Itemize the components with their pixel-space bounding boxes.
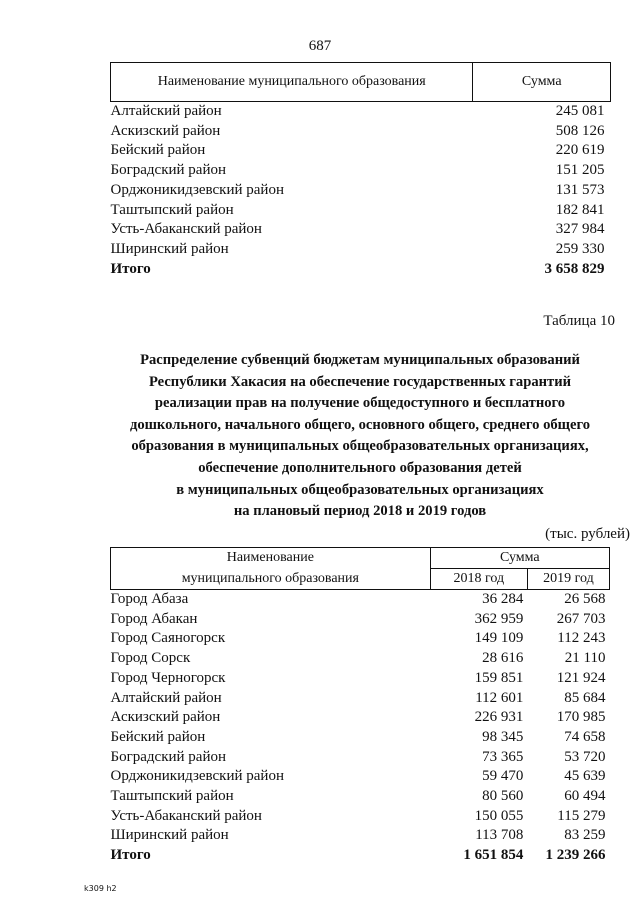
municipality-name: Город Сорск bbox=[110, 650, 191, 667]
municipality-name: Алтайский район bbox=[110, 689, 222, 706]
table-title bbox=[95, 350, 625, 523]
table-caption: Таблица 10 bbox=[543, 313, 615, 329]
column-header-name-line2: муниципального образования bbox=[111, 569, 431, 590]
value-2018: 362 959 bbox=[474, 610, 524, 627]
total-2019: 1 239 266 bbox=[545, 847, 606, 864]
table-row bbox=[111, 220, 611, 240]
value-2019: 83 259 bbox=[564, 827, 606, 844]
title-line: дошкольного, начального общего, основного общего, среднего общего bbox=[129, 416, 591, 433]
value-2019: 74 658 bbox=[564, 728, 606, 745]
title-line: Распределение субвенций бюджетам муниципальных образований bbox=[140, 352, 580, 368]
units-label: (тыс. рублей) bbox=[545, 526, 630, 542]
title-line: обеспечение дополнительного образования детей bbox=[198, 459, 522, 476]
value-2018: 80 560 bbox=[482, 788, 524, 805]
table-row bbox=[111, 102, 611, 122]
value-2019: 115 279 bbox=[557, 807, 606, 824]
amount-value: 151 205 bbox=[555, 162, 605, 179]
municipality-name: Аскизский район bbox=[110, 709, 221, 726]
value-2018: 113 708 bbox=[475, 827, 524, 844]
municipality-name: Боградский район bbox=[110, 162, 227, 179]
table-row bbox=[111, 669, 610, 689]
value-2019: 53 720 bbox=[564, 748, 606, 765]
value-2018: 112 601 bbox=[475, 689, 524, 706]
table-row bbox=[111, 141, 611, 161]
column-header-2019: 2019 год bbox=[527, 569, 609, 590]
municipality-name: Бейский район bbox=[110, 728, 206, 745]
table-row bbox=[111, 846, 610, 866]
table-row bbox=[111, 807, 610, 827]
column-header-amount: Сумма bbox=[430, 548, 609, 569]
amount-value: 508 126 bbox=[555, 122, 605, 139]
table-row bbox=[111, 122, 611, 142]
amount-value: 131 573 bbox=[555, 181, 605, 198]
table-row bbox=[111, 787, 610, 807]
value-2019: 60 494 bbox=[564, 788, 606, 805]
amount-value: 220 619 bbox=[555, 142, 605, 159]
table-row bbox=[111, 181, 611, 201]
column-header-2018: 2018 год bbox=[430, 569, 527, 590]
table-header-row bbox=[111, 548, 610, 569]
table-row bbox=[111, 629, 610, 649]
municipality-name: Бейский район bbox=[110, 142, 206, 159]
amount-value: 245 081 bbox=[555, 103, 605, 119]
municipality-name: Город Саяногорск bbox=[110, 630, 226, 647]
table-row bbox=[111, 689, 610, 709]
table-row bbox=[111, 826, 610, 846]
municipality-name: Город Черногорск bbox=[110, 669, 226, 686]
municipality-name: Боградский район bbox=[110, 748, 227, 765]
value-2018: 159 851 bbox=[474, 669, 524, 686]
table-header-row bbox=[111, 569, 610, 590]
total-label: Итого bbox=[110, 260, 151, 277]
title-line: реализации прав на получение общедоступного и бесплатного bbox=[154, 395, 566, 412]
municipality-name: Город Абаза bbox=[110, 591, 189, 607]
title-line: на плановый период 2018 и 2019 годов bbox=[233, 503, 487, 520]
municipality-name: Город Абакан bbox=[110, 610, 198, 627]
municipality-name: Аскизский район bbox=[110, 122, 221, 139]
municipality-name: Орджоникидзевский район bbox=[110, 181, 284, 198]
value-2018: 226 931 bbox=[474, 709, 524, 726]
value-2019: 45 639 bbox=[564, 768, 606, 785]
value-2018: 36 284 bbox=[482, 591, 524, 607]
value-2019: 267 703 bbox=[556, 610, 606, 627]
table-row bbox=[111, 590, 610, 610]
table-row bbox=[111, 260, 611, 280]
municipality-name: Алтайский район bbox=[110, 103, 222, 119]
table-row bbox=[111, 767, 610, 787]
municipality-name: Усть-Абаканский район bbox=[110, 221, 262, 238]
title-line: образования в муниципальных общеобразовательных организациях, bbox=[131, 438, 589, 455]
municipality-name: Ширинский район bbox=[110, 827, 229, 844]
value-2019: 112 243 bbox=[557, 630, 606, 647]
table-row bbox=[111, 240, 611, 260]
municipality-name: Усть-Абаканский район bbox=[110, 807, 262, 824]
subvention-table-2 bbox=[110, 547, 610, 866]
page-number: 687 bbox=[308, 38, 332, 54]
table-row bbox=[111, 649, 610, 669]
municipality-name: Орджоникидзевский район bbox=[110, 768, 284, 785]
total-label: Итого bbox=[110, 847, 151, 864]
amount-value: 259 330 bbox=[555, 240, 605, 257]
table-header-row bbox=[111, 63, 611, 102]
table-row bbox=[111, 728, 610, 748]
value-2018: 98 345 bbox=[482, 728, 524, 745]
column-header-name-line1: Наименование bbox=[111, 548, 431, 569]
value-2019: 85 684 bbox=[564, 689, 606, 706]
municipality-name: Ширинский район bbox=[110, 240, 229, 257]
footer-code: k309 h2 bbox=[84, 884, 117, 893]
table-row bbox=[111, 748, 610, 768]
table-row bbox=[111, 708, 610, 728]
column-header-name: Наименование муниципального образования bbox=[111, 63, 473, 102]
total-2018: 1 651 854 bbox=[463, 847, 524, 864]
amount-value: 182 841 bbox=[555, 201, 605, 218]
value-2019: 121 924 bbox=[556, 669, 606, 686]
municipality-name: Таштыпский район bbox=[110, 201, 234, 218]
value-2018: 28 616 bbox=[482, 650, 524, 667]
value-2019: 170 985 bbox=[556, 709, 606, 726]
title-line: Республики Хакасия на обеспечение государственных гарантий bbox=[148, 373, 572, 390]
table-row bbox=[111, 201, 611, 221]
table-row bbox=[111, 161, 611, 181]
column-header-amount: Сумма bbox=[473, 63, 611, 102]
value-2018: 150 055 bbox=[474, 807, 524, 824]
value-2018: 59 470 bbox=[482, 768, 524, 785]
amount-value: 327 984 bbox=[555, 221, 605, 238]
total-amount: 3 658 829 bbox=[544, 260, 605, 277]
subvention-table-1 bbox=[110, 62, 611, 279]
title-line: в муниципальных общеобразовательных организациях bbox=[176, 481, 544, 498]
municipality-name: Таштыпский район bbox=[110, 788, 234, 805]
value-2019: 21 110 bbox=[564, 650, 606, 667]
table-row bbox=[111, 610, 610, 630]
value-2019: 26 568 bbox=[564, 591, 606, 607]
value-2018: 73 365 bbox=[482, 748, 524, 765]
value-2018: 149 109 bbox=[474, 630, 524, 647]
